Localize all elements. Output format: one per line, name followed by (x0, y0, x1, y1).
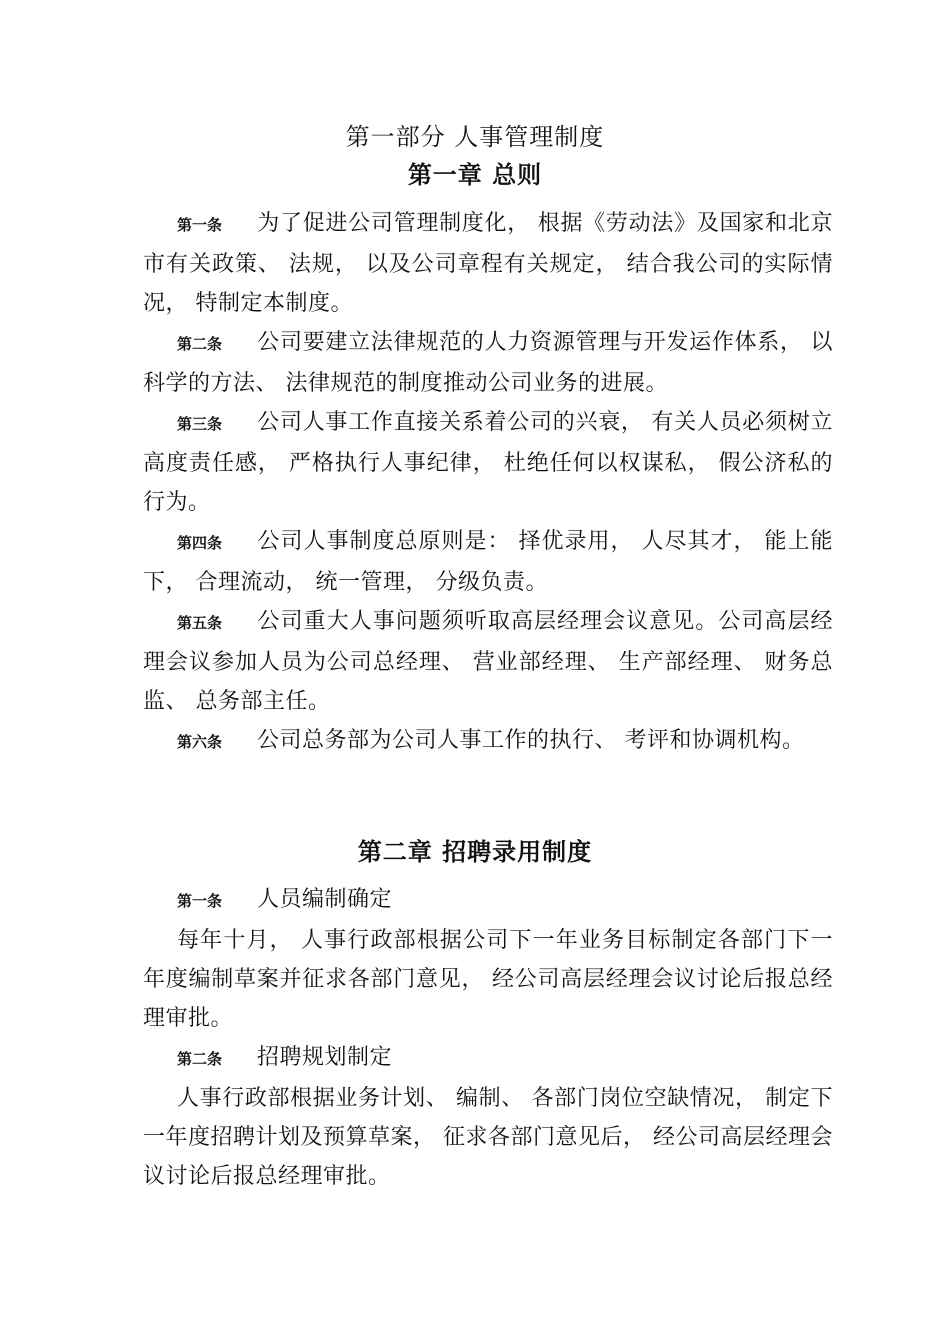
article-text: 公司总务部为公司人事工作的执行、 考评和协调机构。 (257, 728, 805, 753)
article-heading-text: 招聘规划制定 (257, 1045, 393, 1070)
article-text: 每年十月， 人事行政部根据公司下一年业务目标制定各部门下一年度编制草案并征求各部门意见， 经公司高层经理会议讨论后报总经理审批。 (143, 928, 833, 1031)
article-heading (143, 1038, 833, 1079)
article-label: 第一条 (177, 216, 223, 234)
article-text: 公司人事制度总原则是： 择优录用， 人尽其才， 能上能下， 合理流动， 统一管理， 分级负责。 (143, 529, 833, 595)
article-text: 公司人事工作直接关系着公司的兴衰， 有关人员必须树立高度责任感， 严格执行人事纪律， 杜绝任何以权谋私， 假公济私的行为。 (143, 410, 833, 515)
article-label: 第五条 (177, 614, 223, 632)
article-label: 第二条 (177, 1050, 223, 1068)
article-label: 第四条 (177, 534, 223, 552)
article-label: 第三条 (177, 415, 223, 433)
chapter-2-title: 第二章 招聘录用制度 (357, 838, 593, 866)
article-label: 第六条 (177, 733, 223, 751)
part-title: 第一部分 人事管理制度 (345, 123, 605, 151)
article-label: 第二条 (177, 335, 223, 353)
article-text: 公司要建立法律规范的人力资源管理与开发运作体系， 以科学的方法、 法律规范的制度推动公司业务的进展。 (143, 330, 833, 396)
article-heading (143, 880, 833, 921)
article (143, 323, 833, 403)
chapter-1-body (143, 204, 833, 762)
article-text: 公司重大人事问题须听取高层经理会议意见。公司高层经理会议参加人员为公司总经理、 营业部经理、 生产部经理、 财务总监、 总务部主任。 (143, 609, 833, 714)
article (143, 721, 833, 762)
article-text: 人事行政部根据业务计划、 编制、 各部门岗位空缺情况， 制定下一年度招聘计划及预算草案， 征求各部门意见后， 经公司高层经理会议讨论后报总经理审批。 (143, 1086, 833, 1189)
chapter-1-title: 第一章 总则 (407, 161, 543, 189)
article-text: 为了促进公司管理制度化， 根据《劳动法》及国家和北京市有关政策、 法规， 以及公司章程有关规定， 结合我公司的实际情况， 特制定本制度。 (143, 211, 833, 316)
article (143, 204, 833, 323)
article (143, 602, 833, 721)
chapter-2-body (143, 880, 833, 1196)
article-heading-text: 人员编制确定 (257, 887, 393, 912)
article (143, 522, 833, 602)
article-label: 第一条 (177, 892, 223, 910)
article (143, 403, 833, 522)
